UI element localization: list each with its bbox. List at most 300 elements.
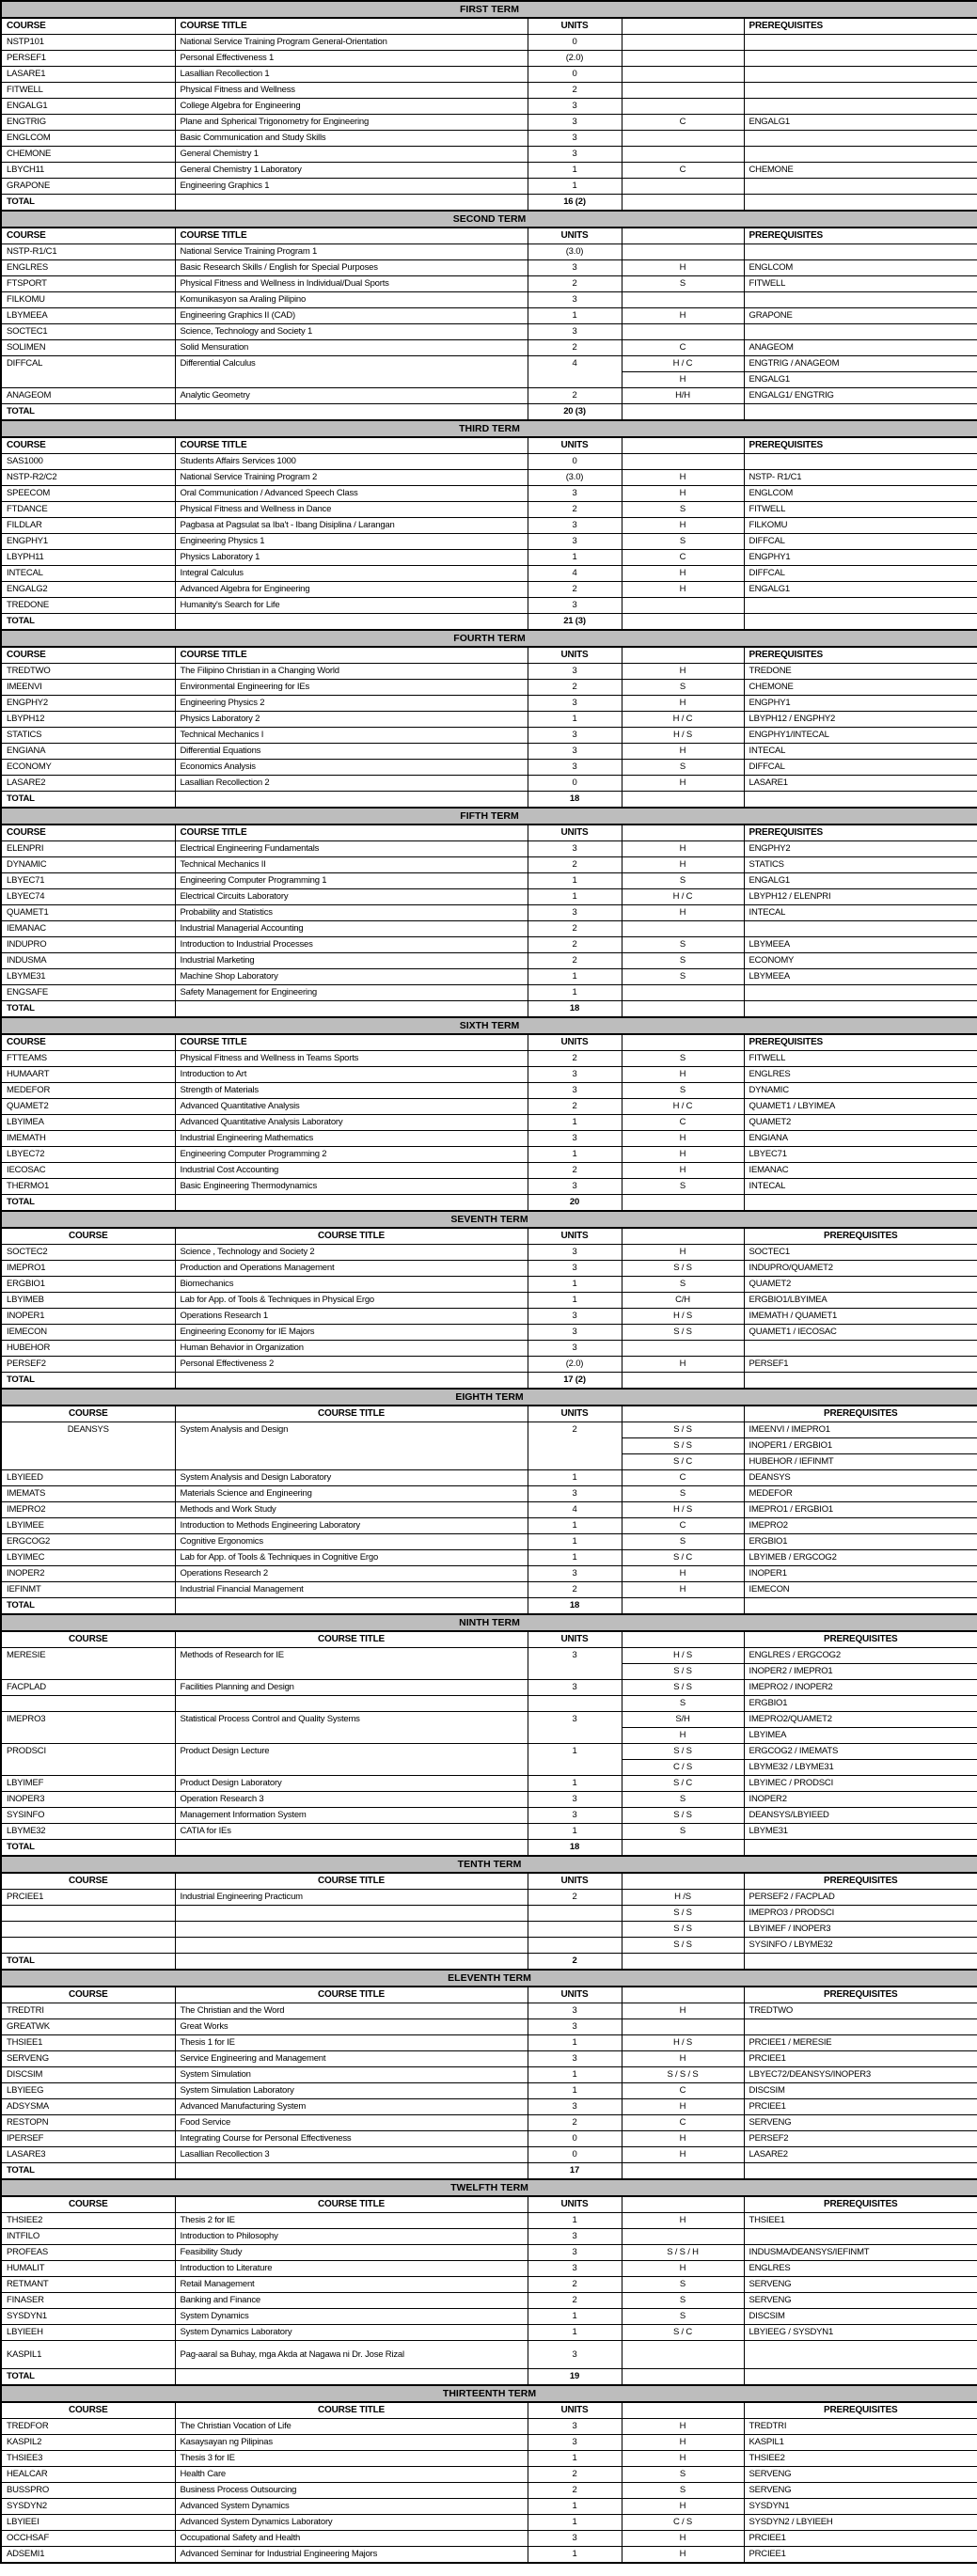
total-title-cell (175, 2163, 528, 2180)
flag-cell: H (622, 857, 744, 873)
prerequisite-cell: TREDONE (744, 664, 977, 680)
total-title-cell (175, 792, 528, 809)
course-code-cell: ENGLRES (1, 260, 175, 276)
course-row (1, 1261, 977, 1277)
course-row (1, 2325, 977, 2341)
units-cell: 2 (528, 1051, 622, 1067)
course-code-cell: LBYIEEG (1, 2083, 175, 2099)
course-row (1, 35, 977, 51)
header-prerequisites: PREREQUISITES (744, 1034, 977, 1051)
flag-cell (622, 2229, 744, 2245)
total-flag-cell (622, 2369, 744, 2386)
prerequisite-cell: IMEPRO3 / PRODSCI (744, 1906, 977, 1922)
flag-cell (622, 147, 744, 163)
course-row (1, 1566, 977, 1582)
flag-cell: H /S (622, 1890, 744, 1906)
units-cell: 3 (528, 2419, 622, 2435)
total-row (1, 792, 977, 809)
header-prerequisites: PREREQUISITES (744, 437, 977, 454)
prerequisite-cell: ENGPHY1 (744, 550, 977, 566)
term-bar-label: TENTH TERM (1, 1856, 977, 1873)
total-row (1, 1840, 977, 1857)
course-code-cell: ENGALG1 (1, 99, 175, 115)
flag-cell (622, 244, 744, 260)
total-row (1, 1954, 977, 1971)
course-code-cell: HUBEHOR (1, 1341, 175, 1357)
course-title-cell: Industrial Financial Management (175, 1582, 528, 1598)
course-row (1, 2115, 977, 2131)
total-title-cell (175, 2369, 528, 2386)
course-title-cell: Operation Research 3 (175, 1792, 528, 1808)
course-code-cell: HEALCAR (1, 2467, 175, 2483)
course-row (1, 502, 977, 518)
prerequisite-cell (744, 921, 977, 937)
header-prerequisites: PREREQUISITES (744, 1406, 977, 1422)
flag-cell: C / S (622, 2515, 744, 2531)
prerequisite-cell: IMEMATH / QUAMET1 (744, 1309, 977, 1325)
term-section (1, 1211, 977, 1389)
flag-cell: H (622, 841, 744, 857)
course-title-cell: Physical Fitness and Wellness in Teams Sports (175, 1051, 528, 1067)
flag-cell: S (622, 502, 744, 518)
header-flag (622, 1873, 744, 1890)
prerequisite-cell: INDUPRO/QUAMET2 (744, 1261, 977, 1277)
units-cell: 1 (528, 2325, 622, 2341)
flag-cell: S / S (622, 1938, 744, 1954)
units-cell: 2 (528, 857, 622, 873)
course-code-cell: THSIEE2 (1, 2213, 175, 2229)
course-code-cell: FACPLAD (1, 1680, 175, 1696)
total-row (1, 2369, 977, 2386)
course-row (1, 857, 977, 873)
course-code-cell: SOLIMEN (1, 340, 175, 356)
flag-cell: S (622, 534, 744, 550)
course-title-cell: Advanced Manufacturing System (175, 2099, 528, 2115)
course-code-cell: IMEPRO2 (1, 1502, 175, 1518)
flag-cell: S / S (622, 1325, 744, 1341)
units-cell: 4 (528, 1502, 622, 1518)
header-flag (622, 2196, 744, 2213)
term-bar (1, 2385, 977, 2402)
course-code-cell: LBYMEEA (1, 308, 175, 324)
prerequisite-cell: FITWELL (744, 276, 977, 292)
total-prereq-cell (744, 614, 977, 631)
header-course-title: COURSE TITLE (175, 647, 528, 664)
course-code-cell: STATICS (1, 728, 175, 744)
course-row (1, 1890, 977, 1906)
course-title-cell: College Algebra for Engineering (175, 99, 528, 115)
course-row (1, 937, 977, 953)
units-cell: 1 (528, 1115, 622, 1131)
header-units: UNITS (528, 825, 622, 841)
course-title-cell: Facilities Planning and Design (175, 1680, 528, 1696)
course-title-cell: Introduction to Philosophy (175, 2229, 528, 2245)
prerequisite-cell (744, 83, 977, 99)
course-code-cell: FILDLAR (1, 518, 175, 534)
course-row (1, 2035, 977, 2051)
course-code-cell: IECOSAC (1, 1163, 175, 1179)
total-flag-cell (622, 1598, 744, 1615)
units-cell (528, 1906, 622, 1922)
course-row (1, 2341, 977, 2369)
course-code-cell: FTTEAMS (1, 1051, 175, 1067)
course-title-cell: Advanced Seminar for Industrial Engineering Majors (175, 2547, 528, 2564)
course-code-cell: LBYIMEC (1, 1550, 175, 1566)
prerequisite-cell: SERVENG (744, 2293, 977, 2309)
flag-cell: S (622, 1179, 744, 1195)
course-code-cell: ADSEMI1 (1, 2547, 175, 2564)
prerequisite-cell: SYSINFO / LBYME32 (744, 1938, 977, 1954)
term-bar-label: SIXTH TERM (1, 1017, 977, 1034)
course-code-cell: FTSPORT (1, 276, 175, 292)
total-row (1, 195, 977, 212)
column-header-row (1, 1873, 977, 1890)
units-cell: 1 (528, 1470, 622, 1486)
course-subrow (1, 1938, 977, 1954)
flag-cell: S (622, 680, 744, 696)
course-row (1, 1277, 977, 1293)
prerequisite-cell: IEMANAC (744, 1163, 977, 1179)
total-units-cell: 20 (528, 1195, 622, 1212)
units-cell: (2.0) (528, 1357, 622, 1373)
units-cell: 3 (528, 905, 622, 921)
units-cell: 3 (528, 728, 622, 744)
header-course: COURSE (1, 1987, 175, 2003)
flag-cell: S / C (622, 1454, 744, 1470)
course-code-cell: RESTOPN (1, 2115, 175, 2131)
course-code-cell: SYSDYN2 (1, 2499, 175, 2515)
flag-cell: S (622, 2293, 744, 2309)
header-course-title: COURSE TITLE (175, 1406, 528, 1422)
flag-cell (622, 35, 744, 51)
prerequisite-cell: INTECAL (744, 1179, 977, 1195)
flag-cell: H / C (622, 356, 744, 372)
total-units-cell: 18 (528, 1598, 622, 1615)
course-row (1, 953, 977, 969)
course-code-cell: FITWELL (1, 83, 175, 99)
course-title-cell: National Service Training Program 2 (175, 470, 528, 486)
course-code-cell: THERMO1 (1, 1179, 175, 1195)
column-header-row (1, 2196, 977, 2213)
header-course-title: COURSE TITLE (175, 2402, 528, 2419)
flag-cell: H (622, 1245, 744, 1261)
course-row (1, 470, 977, 486)
course-title-cell: Engineering Graphics II (CAD) (175, 308, 528, 324)
column-header-row (1, 1631, 977, 1648)
course-title-cell: Lab for App. of Tools & Techniques in Cognitive Ergo (175, 1550, 528, 1566)
term-section (1, 1, 977, 211)
term-bar-label: THIRTEENTH TERM (1, 2385, 977, 2402)
course-code-cell: LBYME32 (1, 1824, 175, 1840)
prerequisite-cell (744, 179, 977, 195)
term-bar (1, 1614, 977, 1631)
total-flag-cell (622, 1954, 744, 1971)
header-course-title: COURSE TITLE (175, 228, 528, 244)
course-title-cell: Differential Calculus (175, 356, 528, 388)
course-code-cell: ENGPHY1 (1, 534, 175, 550)
total-flag-cell (622, 1373, 744, 1390)
units-cell: 1 (528, 2213, 622, 2229)
units-cell: 3 (528, 1341, 622, 1357)
course-row (1, 276, 977, 292)
course-row (1, 99, 977, 115)
units-cell: 2 (528, 1582, 622, 1598)
header-course: COURSE (1, 18, 175, 35)
units-cell: 1 (528, 1277, 622, 1293)
course-title-cell: Differential Equations (175, 744, 528, 760)
total-label-cell: TOTAL (1, 195, 175, 212)
course-title-cell: Great Works (175, 2019, 528, 2035)
course-title-cell: Integrating Course for Personal Effectiveness (175, 2131, 528, 2147)
flag-cell: C (622, 2083, 744, 2099)
units-cell: 3 (528, 1808, 622, 1824)
column-header-row (1, 1228, 977, 1245)
course-title-cell: Kasaysayan ng Pilipinas (175, 2435, 528, 2451)
units-cell: (3.0) (528, 470, 622, 486)
course-code-cell: ENGALG2 (1, 582, 175, 598)
prerequisite-cell (744, 2019, 977, 2035)
units-cell: 3 (528, 1083, 622, 1099)
course-row (1, 2147, 977, 2163)
total-prereq-cell (744, 195, 977, 212)
course-code-cell: ERGCOG2 (1, 1534, 175, 1550)
total-label-cell: TOTAL (1, 1598, 175, 1615)
prerequisite-cell: INOPER1 / ERGBIO1 (744, 1438, 977, 1454)
course-row (1, 744, 977, 760)
course-code-cell: PRODSCI (1, 1744, 175, 1776)
units-cell: 0 (528, 67, 622, 83)
flag-cell: S (622, 1534, 744, 1550)
flag-cell (622, 67, 744, 83)
units-cell: 3 (528, 2531, 622, 2547)
course-row (1, 1502, 977, 1518)
prerequisite-cell: LBYEC72/DEANSYS/INOPER3 (744, 2067, 977, 2083)
units-cell: 2 (528, 937, 622, 953)
header-course: COURSE (1, 228, 175, 244)
course-title-cell: Science, Technology and Society 1 (175, 324, 528, 340)
course-row (1, 1550, 977, 1566)
term-bar (1, 808, 977, 825)
prerequisite-cell (744, 454, 977, 470)
course-title-cell: Thesis 3 for IE (175, 2451, 528, 2467)
course-code-cell: ERGBIO1 (1, 1277, 175, 1293)
total-flag-cell (622, 1195, 744, 1212)
term-bar-label: SECOND TERM (1, 211, 977, 228)
units-cell (528, 1696, 622, 1712)
course-title-cell: Economics Analysis (175, 760, 528, 776)
term-section (1, 420, 977, 630)
units-cell: 2 (528, 276, 622, 292)
units-cell: 1 (528, 179, 622, 195)
course-code-cell: INOPER1 (1, 1309, 175, 1325)
prerequisite-cell (744, 985, 977, 1001)
prerequisite-cell: SERVENG (744, 2277, 977, 2293)
header-course-title: COURSE TITLE (175, 825, 528, 841)
prerequisite-cell: ENGALG1 (744, 873, 977, 889)
course-code-cell: ECONOMY (1, 760, 175, 776)
course-title-cell: Machine Shop Laboratory (175, 969, 528, 985)
units-cell: 3 (528, 2051, 622, 2067)
course-row (1, 760, 977, 776)
flag-cell: S (622, 873, 744, 889)
units-cell: 3 (528, 1261, 622, 1277)
flag-cell: S / S (622, 1422, 744, 1438)
prerequisite-cell: ENGLCOM (744, 260, 977, 276)
course-code-cell: PERSEF2 (1, 1357, 175, 1373)
course-row (1, 712, 977, 728)
course-title-cell: System Simulation (175, 2067, 528, 2083)
prerequisite-cell: SOCTEC1 (744, 1245, 977, 1261)
course-title-cell: Physics Laboratory 1 (175, 550, 528, 566)
units-cell: 3 (528, 292, 622, 308)
course-title-cell: Operations Research 1 (175, 1309, 528, 1325)
course-title-cell: Thesis 1 for IE (175, 2035, 528, 2051)
prerequisite-cell (744, 99, 977, 115)
flag-cell (622, 2019, 744, 2035)
total-units-cell: 17 (2) (528, 1373, 622, 1390)
units-cell: 3 (528, 664, 622, 680)
course-code-cell: SYSDYN1 (1, 2309, 175, 2325)
course-code-cell: INTECAL (1, 566, 175, 582)
course-title-cell: Industrial Engineering Mathematics (175, 1131, 528, 1147)
course-code-cell: LBYIEEI (1, 2515, 175, 2531)
course-row (1, 1309, 977, 1325)
course-title-cell: Probability and Statistics (175, 905, 528, 921)
course-row (1, 969, 977, 985)
course-title-cell: Cognitive Ergonomics (175, 1534, 528, 1550)
prerequisite-cell (744, 131, 977, 147)
flag-cell: H (622, 2499, 744, 2515)
course-code-cell: ELENPRI (1, 841, 175, 857)
course-code-cell: ENGTRIG (1, 115, 175, 131)
course-code-cell: LBYIMEA (1, 1115, 175, 1131)
course-row (1, 2213, 977, 2229)
header-units: UNITS (528, 1631, 622, 1648)
prerequisite-cell: DIFFCAL (744, 534, 977, 550)
units-cell: 3 (528, 2099, 622, 2115)
header-flag (622, 647, 744, 664)
prerequisite-cell (744, 1341, 977, 1357)
total-prereq-cell (744, 1954, 977, 1971)
course-title-cell: Advanced System Dynamics (175, 2499, 528, 2515)
course-title-cell: Methods of Research for IE (175, 1648, 528, 1680)
course-title-cell: Lasallian Recollection 2 (175, 776, 528, 792)
units-cell: 3 (528, 1245, 622, 1261)
header-prerequisites: PREREQUISITES (744, 647, 977, 664)
flag-cell: C (622, 1115, 744, 1131)
course-title-cell: Industrial Cost Accounting (175, 1163, 528, 1179)
units-cell: 2 (528, 2277, 622, 2293)
course-title-cell: Industrial Engineering Practicum (175, 1890, 528, 1906)
course-code-cell: TREDTWO (1, 664, 175, 680)
course-row (1, 680, 977, 696)
units-cell: 3 (528, 534, 622, 550)
course-title-cell: Product Design Lecture (175, 1744, 528, 1776)
course-row (1, 2051, 977, 2067)
units-cell: 2 (528, 1422, 622, 1470)
units-cell: 3 (528, 1680, 622, 1696)
units-cell: 1 (528, 2499, 622, 2515)
course-title-cell: Electrical Circuits Laboratory (175, 889, 528, 905)
units-cell: 2 (528, 83, 622, 99)
course-row (1, 1245, 977, 1261)
prerequisite-cell: IMEPRO2/QUAMET2 (744, 1712, 977, 1728)
units-cell: 2 (528, 680, 622, 696)
units-cell: 4 (528, 566, 622, 582)
course-code-cell: DISCSIM (1, 2067, 175, 2083)
units-cell: 0 (528, 454, 622, 470)
total-units-cell: 19 (528, 2369, 622, 2386)
term-bar (1, 1389, 977, 1406)
course-row (1, 1083, 977, 1099)
course-code-cell: MERESIE (1, 1648, 175, 1680)
header-course-title: COURSE TITLE (175, 437, 528, 454)
flag-cell: S/H (622, 1712, 744, 1728)
header-units: UNITS (528, 18, 622, 35)
prerequisite-cell: SERVENG (744, 2483, 977, 2499)
course-title-cell: The Filipino Christian in a Changing World (175, 664, 528, 680)
term-section (1, 2385, 977, 2563)
course-code-cell: NSTP-R2/C2 (1, 470, 175, 486)
units-cell: 2 (528, 502, 622, 518)
course-row (1, 2547, 977, 2564)
units-cell: 1 (528, 2083, 622, 2099)
course-row (1, 1486, 977, 1502)
flag-cell: H (622, 905, 744, 921)
course-title-cell: Management Information System (175, 1808, 528, 1824)
prerequisite-cell: PRCIEE1 (744, 2547, 977, 2564)
prerequisite-cell: CHEMONE (744, 680, 977, 696)
total-label-cell: TOTAL (1, 2163, 175, 2180)
units-cell: 1 (528, 163, 622, 179)
prerequisite-cell: IMEPRO1 / ERGBIO1 (744, 1502, 977, 1518)
units-cell: 1 (528, 1550, 622, 1566)
flag-cell: H / C (622, 712, 744, 728)
column-header-row (1, 437, 977, 454)
course-title-cell: Oral Communication / Advanced Speech Class (175, 486, 528, 502)
prerequisite-cell: QUAMET2 (744, 1115, 977, 1131)
course-subrow (1, 1696, 977, 1712)
course-row (1, 1792, 977, 1808)
total-units-cell: 2 (528, 1954, 622, 1971)
units-cell: (2.0) (528, 51, 622, 67)
units-cell: 3 (528, 2261, 622, 2277)
course-code-cell: ENGSAFE (1, 985, 175, 1001)
units-cell: 3 (528, 260, 622, 276)
flag-cell: C (622, 2115, 744, 2131)
course-row (1, 2435, 977, 2451)
course-code-cell: INOPER3 (1, 1792, 175, 1808)
prerequisite-cell (744, 67, 977, 83)
units-cell: 1 (528, 2035, 622, 2051)
course-code-cell: IPERSEF (1, 2131, 175, 2147)
course-row (1, 873, 977, 889)
total-prereq-cell (744, 1373, 977, 1390)
course-code-cell: THSIEE3 (1, 2451, 175, 2467)
term-bar (1, 1, 977, 18)
course-code-cell: SOCTEC1 (1, 324, 175, 340)
course-row (1, 454, 977, 470)
course-code-cell: LBYCH11 (1, 163, 175, 179)
header-course: COURSE (1, 825, 175, 841)
course-title-cell: National Service Training Program General-Orientation (175, 35, 528, 51)
total-prereq-cell (744, 1195, 977, 1212)
units-cell: 1 (528, 1824, 622, 1840)
units-cell: 3 (528, 2245, 622, 2261)
total-prereq-cell (744, 2369, 977, 2386)
total-title-cell (175, 1954, 528, 1971)
course-row (1, 1534, 977, 1550)
